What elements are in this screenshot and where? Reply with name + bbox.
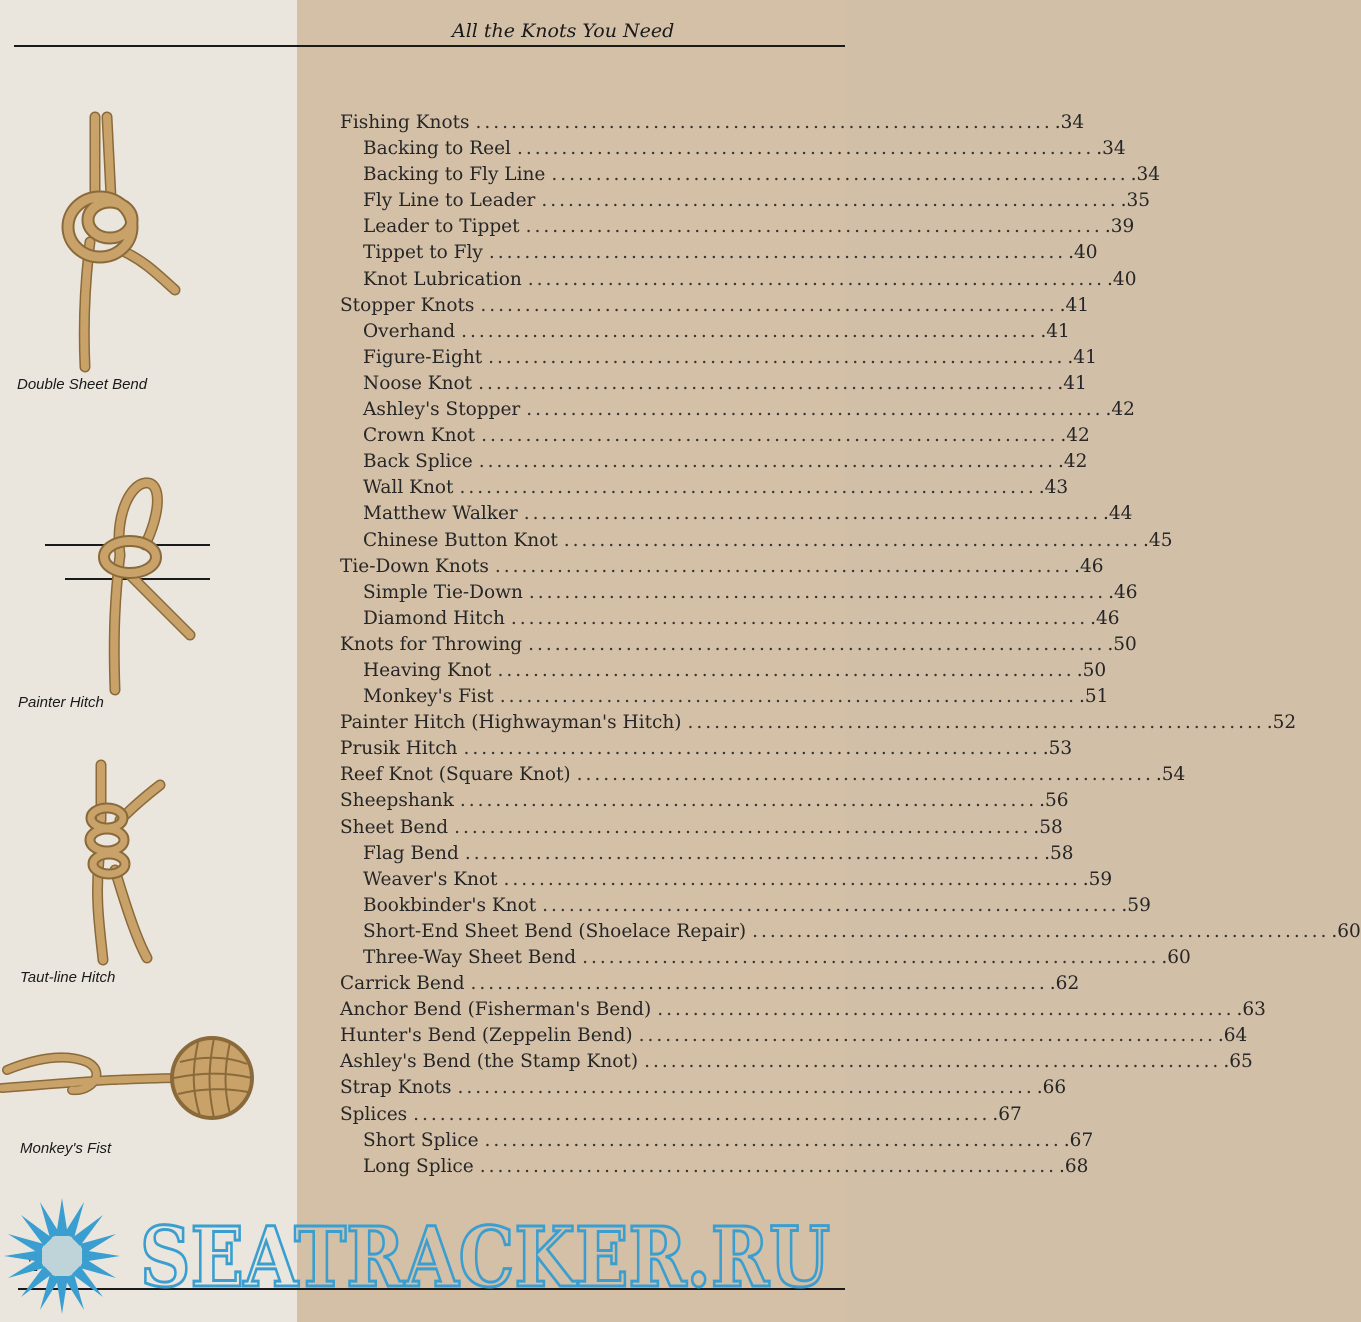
toc-entry — [340, 659, 1107, 686]
toc-entry-title: Prusik Hitch — [340, 738, 458, 760]
toc-entry — [340, 581, 1138, 608]
table-of-contents — [340, 112, 1361, 1182]
toc-entry-page: .40 — [1107, 268, 1137, 290]
toc-leader-dots: ................................................................. — [457, 1077, 1035, 1099]
toc-entry — [340, 112, 1085, 138]
toc-entry-title: Sheepshank — [340, 790, 454, 812]
toc-entry-page: .50 — [1107, 633, 1137, 655]
toc-entry-title: Bookbinder's Knot — [363, 894, 537, 916]
toc-entry-page: .59 — [1121, 894, 1151, 916]
toc-leader-dots: ................................................................. — [523, 503, 1102, 525]
toc-leader-dots: ................................................................. — [503, 868, 1081, 890]
toc-leader-dots: ................................................................. — [657, 999, 1235, 1021]
toc-leader-dots: ................................................................. — [459, 477, 1037, 499]
toc-entry-title: Flag Bend — [363, 842, 459, 864]
toc-entry-page: .42 — [1058, 451, 1088, 473]
toc-entry-page: .58 — [1033, 816, 1063, 838]
toc-leader-dots: ................................................................. — [516, 138, 1095, 160]
toc-entry-page: .66 — [1036, 1077, 1067, 1099]
toc-leader-dots: ................................................................. — [478, 372, 1056, 394]
toc-entry-page: .42 — [1060, 425, 1090, 447]
toc-entry-title: Figure-Eight — [363, 346, 483, 368]
toc-entry — [340, 999, 1266, 1025]
toc-entry — [340, 372, 1087, 399]
toc-entry-title: Noose Knot — [363, 372, 473, 394]
toc-leader-dots: ................................................................. — [479, 1155, 1057, 1177]
toc-entry-page: .51 — [1079, 686, 1109, 708]
toc-entry-page: .58 — [1044, 842, 1074, 864]
toc-entry-page: .44 — [1103, 503, 1133, 525]
toc-entry-page: .59 — [1082, 868, 1113, 890]
toc-entry — [340, 868, 1113, 895]
toc-entry — [340, 320, 1070, 347]
toc-entry — [340, 399, 1135, 425]
running-header-title: All the Knots You Need — [452, 20, 675, 42]
toc-entry — [340, 1077, 1067, 1103]
toc-entry-page: .34 — [1054, 112, 1085, 133]
toc-entry-title: Leader to Tippet — [363, 216, 520, 238]
toc-leader-dots: ................................................................. — [527, 268, 1106, 290]
toc-entry-title: Monkey's Fist — [363, 686, 494, 708]
toc-entry-page: .41 — [1040, 320, 1070, 342]
toc-leader-dots: ................................................................. — [497, 659, 1075, 681]
toc-entry-page: .45 — [1143, 529, 1173, 551]
caption-monkeys-fist: Monkey's Fist — [20, 1140, 112, 1157]
toc-entry — [340, 1103, 1022, 1130]
toc-entry — [340, 607, 1120, 634]
toc-entry-page: .60 — [1331, 920, 1361, 942]
toc-entry — [340, 164, 1161, 190]
toc-entry — [340, 973, 1080, 999]
toc-entry — [340, 425, 1090, 451]
toc-entry-title: Tie-Down Knots — [340, 555, 489, 577]
toc-entry-title: Back Splice — [363, 451, 473, 473]
toc-entry — [340, 529, 1173, 556]
toc-entry-title: Reef Knot (Square Knot) — [340, 764, 571, 786]
toc-entry — [340, 1025, 1248, 1051]
toc-entry-title: Carrick Bend — [340, 973, 465, 995]
toc-leader-dots: ................................................................. — [481, 425, 1059, 447]
toc-entry-page: .39 — [1104, 216, 1135, 238]
caption-double-sheet-bend: Double Sheet Bend — [17, 376, 148, 393]
toc-leader-dots: ................................................................. — [752, 920, 1330, 942]
monkeys-fist-illustration — [2, 1030, 257, 1130]
toc-entry-page: .68 — [1058, 1155, 1089, 1177]
toc-leader-dots: ................................................................. — [463, 738, 1041, 760]
toc-entry-title: Knots for Throwing — [340, 633, 523, 655]
toc-entry-page: .41 — [1059, 294, 1090, 316]
watermark — [0, 1190, 845, 1322]
double-sheet-bend-illustration — [55, 112, 205, 372]
toc-leader-dots: ................................................................. — [480, 294, 1058, 316]
toc-entry — [340, 503, 1133, 529]
toc-entry-page: .52 — [1266, 712, 1297, 734]
toc-entry-title: Diamond Hitch — [363, 607, 505, 629]
toc-entry — [340, 190, 1151, 216]
toc-entry-page: .67 — [1063, 1129, 1094, 1151]
toc-entry — [340, 738, 1073, 764]
toc-entry-title: Fishing Knots — [340, 112, 470, 133]
toc-entry-title: Stopper Knots — [340, 294, 475, 316]
watermark-text: SEATRACKER.RU — [140, 1210, 830, 1306]
toc-entry-page: .46 — [1090, 607, 1120, 629]
toc-entry-page: .64 — [1217, 1025, 1248, 1047]
toc-entry-title: Anchor Bend (Fisherman's Bend) — [340, 999, 652, 1021]
toc-entry-title: Wall Knot — [363, 477, 454, 499]
toc-entry-title: Painter Hitch (Highwayman's Hitch) — [340, 712, 682, 734]
toc-leader-dots: ................................................................. — [475, 112, 1053, 133]
toc-entry-page: .46 — [1108, 581, 1138, 603]
toc-entry-page: .67 — [992, 1103, 1022, 1125]
toc-entry-title: Sheet Bend — [340, 816, 449, 838]
toc-leader-dots: ................................................................. — [644, 1051, 1222, 1073]
header-rule — [14, 45, 845, 47]
toc-entry-title: Backing to Fly Line — [363, 164, 546, 186]
toc-leader-dots: ................................................................. — [528, 633, 1106, 655]
toc-leader-dots: ................................................................. — [526, 399, 1104, 421]
toc-leader-dots: ................................................................. — [638, 1025, 1216, 1047]
toc-entry — [340, 920, 1361, 947]
toc-entry-title: Simple Tie-Down — [363, 581, 523, 603]
toc-entry-title: Long Splice — [363, 1155, 474, 1177]
toc-leader-dots: ................................................................. — [413, 1103, 991, 1125]
sun-logo-icon — [4, 1198, 120, 1314]
toc-leader-dots: ................................................................. — [563, 529, 1142, 551]
toc-entry — [340, 346, 1097, 373]
toc-leader-dots: ................................................................. — [494, 555, 1073, 577]
painter-hitch-illustration — [45, 475, 215, 695]
toc-leader-dots: ................................................................. — [510, 607, 1089, 629]
toc-leader-dots: ................................................................. — [488, 242, 1067, 264]
toc-entry-page: .40 — [1068, 242, 1098, 264]
toc-entry-title: Hunter's Bend (Zeppelin Bend) — [340, 1025, 633, 1047]
toc-entry-page: .35 — [1120, 190, 1151, 212]
toc-entry-page: .34 — [1096, 138, 1126, 160]
toc-entry-title: Short-End Sheet Bend (Shoelace Repair) — [363, 920, 747, 942]
toc-entry — [340, 842, 1074, 869]
toc-entry-page: .41 — [1067, 346, 1097, 368]
toc-entry-title: Strap Knots — [340, 1077, 452, 1099]
toc-leader-dots: ................................................................. — [464, 842, 1043, 864]
toc-leader-dots: ................................................................. — [488, 346, 1066, 368]
toc-entry — [340, 138, 1126, 164]
toc-entry — [340, 1155, 1089, 1182]
toc-leader-dots: ................................................................. — [542, 894, 1120, 916]
toc-entry-title: Short Splice — [363, 1129, 479, 1151]
caption-taut-line-hitch: Taut-line Hitch — [20, 969, 116, 986]
toc-entry-title: Ashley's Bend (the Stamp Knot) — [340, 1051, 639, 1073]
toc-entry-page: .42 — [1105, 399, 1135, 421]
toc-entry-title: Knot Lubrication — [363, 268, 522, 290]
toc-entry — [340, 268, 1137, 295]
toc-entry-title: Weaver's Knot — [363, 868, 498, 890]
toc-entry — [340, 790, 1069, 816]
toc-entry-page: .46 — [1074, 555, 1104, 577]
toc-entry — [340, 216, 1135, 242]
toc-leader-dots: ................................................................. — [528, 581, 1107, 603]
toc-entry — [340, 712, 1297, 738]
toc-leader-dots: ................................................................. — [454, 816, 1032, 838]
toc-leader-dots: ................................................................. — [687, 712, 1265, 734]
toc-leader-dots: ................................................................. — [478, 451, 1056, 473]
toc-leader-dots: ................................................................. — [459, 790, 1038, 812]
toc-entry-title: Crown Knot — [363, 425, 476, 447]
toc-entry — [340, 294, 1090, 321]
toc-entry-title: Matthew Walker — [363, 503, 518, 525]
toc-entry — [340, 894, 1151, 921]
toc-entry-page: .54 — [1155, 764, 1186, 786]
caption-painter-hitch: Painter Hitch — [18, 694, 104, 711]
toc-entry-title: Fly Line to Leader — [363, 190, 536, 212]
toc-entry — [340, 1129, 1094, 1156]
toc-entry-title: Ashley's Stopper — [363, 399, 521, 421]
toc-entry — [340, 764, 1186, 790]
toc-entry-title: Backing to Reel — [363, 138, 511, 160]
toc-entry — [340, 451, 1088, 477]
toc-entry-page: .60 — [1161, 947, 1191, 968]
toc-leader-dots: ................................................................. — [470, 973, 1048, 995]
toc-entry-page: .53 — [1042, 738, 1073, 760]
toc-entry-page: .43 — [1038, 477, 1069, 499]
toc-entry — [340, 947, 1191, 973]
toc-entry — [340, 477, 1069, 503]
toc-entry-page: .65 — [1223, 1051, 1253, 1073]
toc-leader-dots: ................................................................. — [576, 764, 1154, 786]
toc-leader-dots: ................................................................. — [499, 686, 1077, 708]
toc-entry-title: Splices — [340, 1103, 408, 1125]
toc-entry-title: Tippet to Fly — [363, 242, 483, 264]
toc-entry-title: Overhand — [363, 320, 456, 342]
toc-leader-dots: ................................................................. — [484, 1129, 1062, 1151]
toc-leader-dots: ................................................................. — [541, 190, 1119, 212]
toc-leader-dots: ................................................................. — [525, 216, 1103, 238]
toc-entry-page: .62 — [1049, 973, 1080, 995]
toc-entry-page: .50 — [1076, 659, 1107, 681]
toc-entry-page: .56 — [1039, 790, 1069, 812]
toc-leader-dots: ................................................................. — [461, 320, 1039, 342]
toc-entry — [340, 633, 1137, 660]
toc-entry — [340, 686, 1109, 712]
toc-entry-title: Three-Way Sheet Bend — [363, 947, 577, 968]
toc-entry-page: .34 — [1130, 164, 1161, 186]
toc-entry-title: Chinese Button Knot — [363, 529, 558, 551]
toc-entry — [340, 242, 1098, 268]
toc-leader-dots: ................................................................. — [551, 164, 1129, 186]
toc-entry — [340, 555, 1104, 582]
toc-entry-title: Heaving Knot — [363, 659, 492, 681]
toc-entry-page: .41 — [1057, 372, 1087, 394]
toc-entry — [340, 1051, 1253, 1077]
toc-entry — [340, 816, 1063, 843]
taut-line-hitch-illustration — [75, 760, 175, 965]
toc-entry-page: .63 — [1236, 999, 1266, 1021]
toc-leader-dots: ................................................................. — [582, 947, 1160, 968]
